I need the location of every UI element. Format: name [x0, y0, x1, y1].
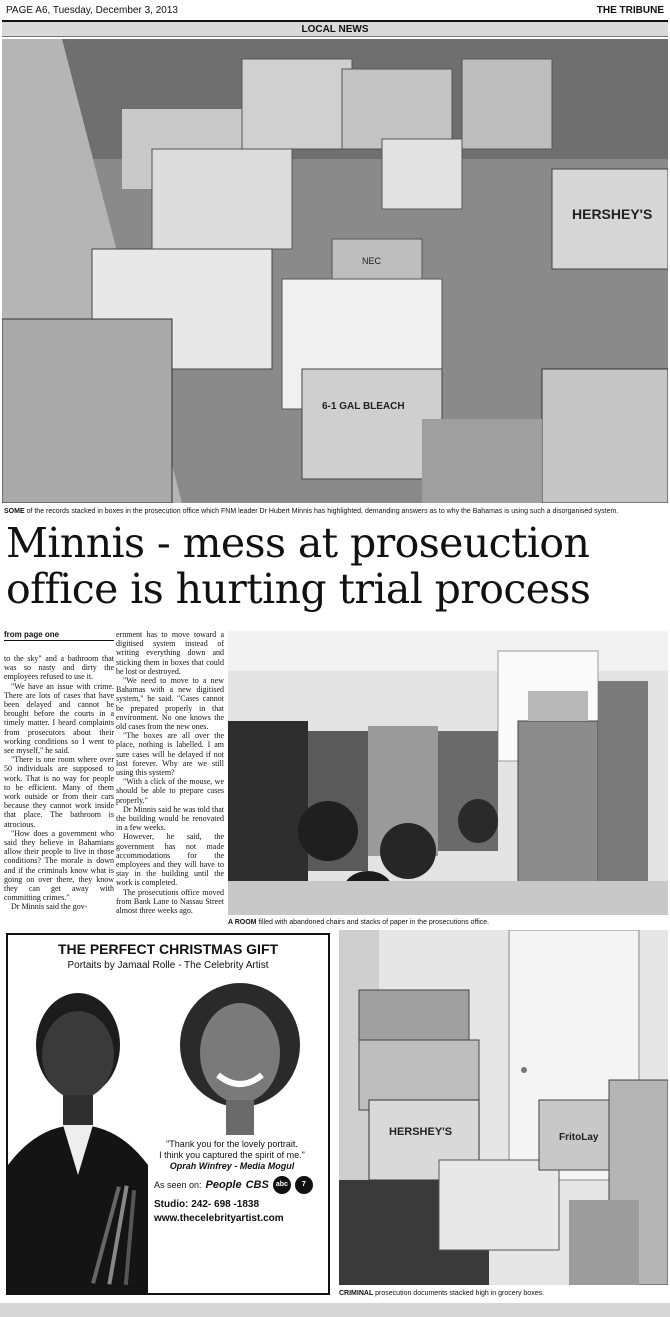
col1-para: Dr Minnis said the gov- — [11, 902, 88, 912]
room-photo-caption — [228, 918, 668, 927]
ad-quote — [140, 1139, 324, 1172]
ad-quote-line-2: I think you captured the spirit of me." — [159, 1150, 305, 1160]
ad-quote-line-1: "Thank you for the lovely portrait. — [166, 1139, 298, 1149]
abc-logo: abc — [273, 1176, 291, 1194]
nec-box-label: NEC — [362, 256, 382, 266]
criminal-caption-lead: CRIMINAL — [339, 1290, 374, 1297]
channel-7-logo: 7 — [295, 1176, 313, 1194]
col1-para: to the sky" and a bathroom that was so nasty and dirty the employees refused to use it. — [4, 654, 114, 682]
hersheys-box-label-2: HERSHEY'S — [389, 1126, 453, 1138]
fritolay-box-label: FritoLay — [559, 1132, 599, 1143]
top-caption-text: of the records stacked in boxes in the prosecution office which FNM leader Dr Hubert Minnis has highlighted, demanding answers as to why the Bahamas is using such a disorganised system. — [24, 508, 619, 515]
col1-para: "How does a government who said they believe in Bahamians allow their people to live in those conditions? The morale is down and if the criminals know what is going on over there, they know they can get away with committing crimes." — [4, 828, 114, 903]
page-info: PAGE A6, Tuesday, December 3, 2013 — [6, 5, 178, 16]
ad-website-link[interactable]: www.thecelebrityartist.com — [154, 1213, 284, 1224]
criminal-documents-photo — [339, 930, 668, 1285]
article-column-2 — [116, 630, 224, 915]
as-seen-on-row — [154, 1176, 313, 1194]
col2-para: "We need to move to a new Bahamas with a new digitised system," he said. "Cases cannot be prepared properly in that environment. No one knows the old cases from the new ones. — [116, 676, 224, 732]
page-header — [6, 4, 664, 18]
ad-subtitle: Portaits by Jamaal Rolle - The Celebrity Artist — [67, 960, 269, 971]
bleach-box-label: 6-1 GAL BLEACH — [322, 401, 405, 412]
col2-para: The prosecutions office moved from Bank Lane to Nassau Street almost three weeks ago. — [116, 887, 224, 916]
footer-bar — [0, 1303, 670, 1317]
portrait-man-illustration — [8, 975, 148, 1293]
article-column-1 — [4, 654, 114, 912]
from-page-label: from page one — [4, 630, 114, 641]
room-caption-lead: A ROOM — [228, 919, 257, 926]
portrait-oprah-illustration — [148, 975, 328, 1135]
cbs-logo: CBS — [245, 1179, 269, 1191]
ad-quote-attribution: Oprah Winfrey - Media Mogul — [169, 1161, 295, 1171]
col1-para: "We have an issue with crime. There are lots of cases that have been delayed and cannot be brought before the courts in a timely matter. I heard complaints from prosecutors about their working conditions so I went to see myself," he said. — [4, 681, 114, 756]
col2-para: "The boxes are all over the place, nothing is labelled. I am sure cases will be delayed if not lost forever. Why are we still using this system? — [116, 731, 224, 778]
criminal-caption-text: prosecution documents stacked high in grocery boxes. — [373, 1290, 545, 1297]
headline: Minnis - mess at proseuction office is hurting trial process — [6, 519, 591, 613]
top-photo-caption — [4, 507, 666, 516]
christmas-gift-ad[interactable] — [6, 933, 330, 1295]
ad-studio-phone[interactable]: Studio: 242- 698 -1838 — [154, 1199, 260, 1210]
col2-para: ernment has to move toward a digitised system instead of writing everything down and sticking them in boxes that could be lost or destroyed. — [116, 630, 224, 676]
as-seen-on-label: As seen on: — [154, 1180, 202, 1190]
people-logo: People — [205, 1179, 242, 1191]
col2-para: Dr Minnis said he was told that the building would be renovated in a few weeks. — [116, 804, 224, 833]
col2-para: "With a click of the mouse, we should be able to prepare cases properly." — [116, 777, 224, 805]
newspaper-name: THE TRIBUNE — [596, 5, 664, 16]
records-boxes-photo — [2, 39, 668, 503]
ad-title: THE PERFECT CHRISTMAS GIFT — [57, 941, 279, 957]
top-caption-lead: SOME — [4, 508, 25, 515]
criminal-photo-caption — [339, 1289, 668, 1298]
section-label: LOCAL NEWS — [2, 20, 668, 37]
col1-para: "There is one room where over 50 individuals are supposed to work. That is no way for people to be efficient. Many of them work outside or from their cars because they cannot work inside that place. The bathroom is atrocious. — [4, 755, 114, 829]
room-caption-text: filled with abandoned chairs and stacks of paper in the prosecutions office. — [256, 919, 490, 926]
hersheys-box-label: HERSHEY'S — [572, 206, 653, 222]
office-room-photo — [228, 631, 668, 915]
col2-para: However, he said, the government has not made accommodations for the employees and they will have to stay in the building until the work is completed. — [116, 832, 224, 888]
